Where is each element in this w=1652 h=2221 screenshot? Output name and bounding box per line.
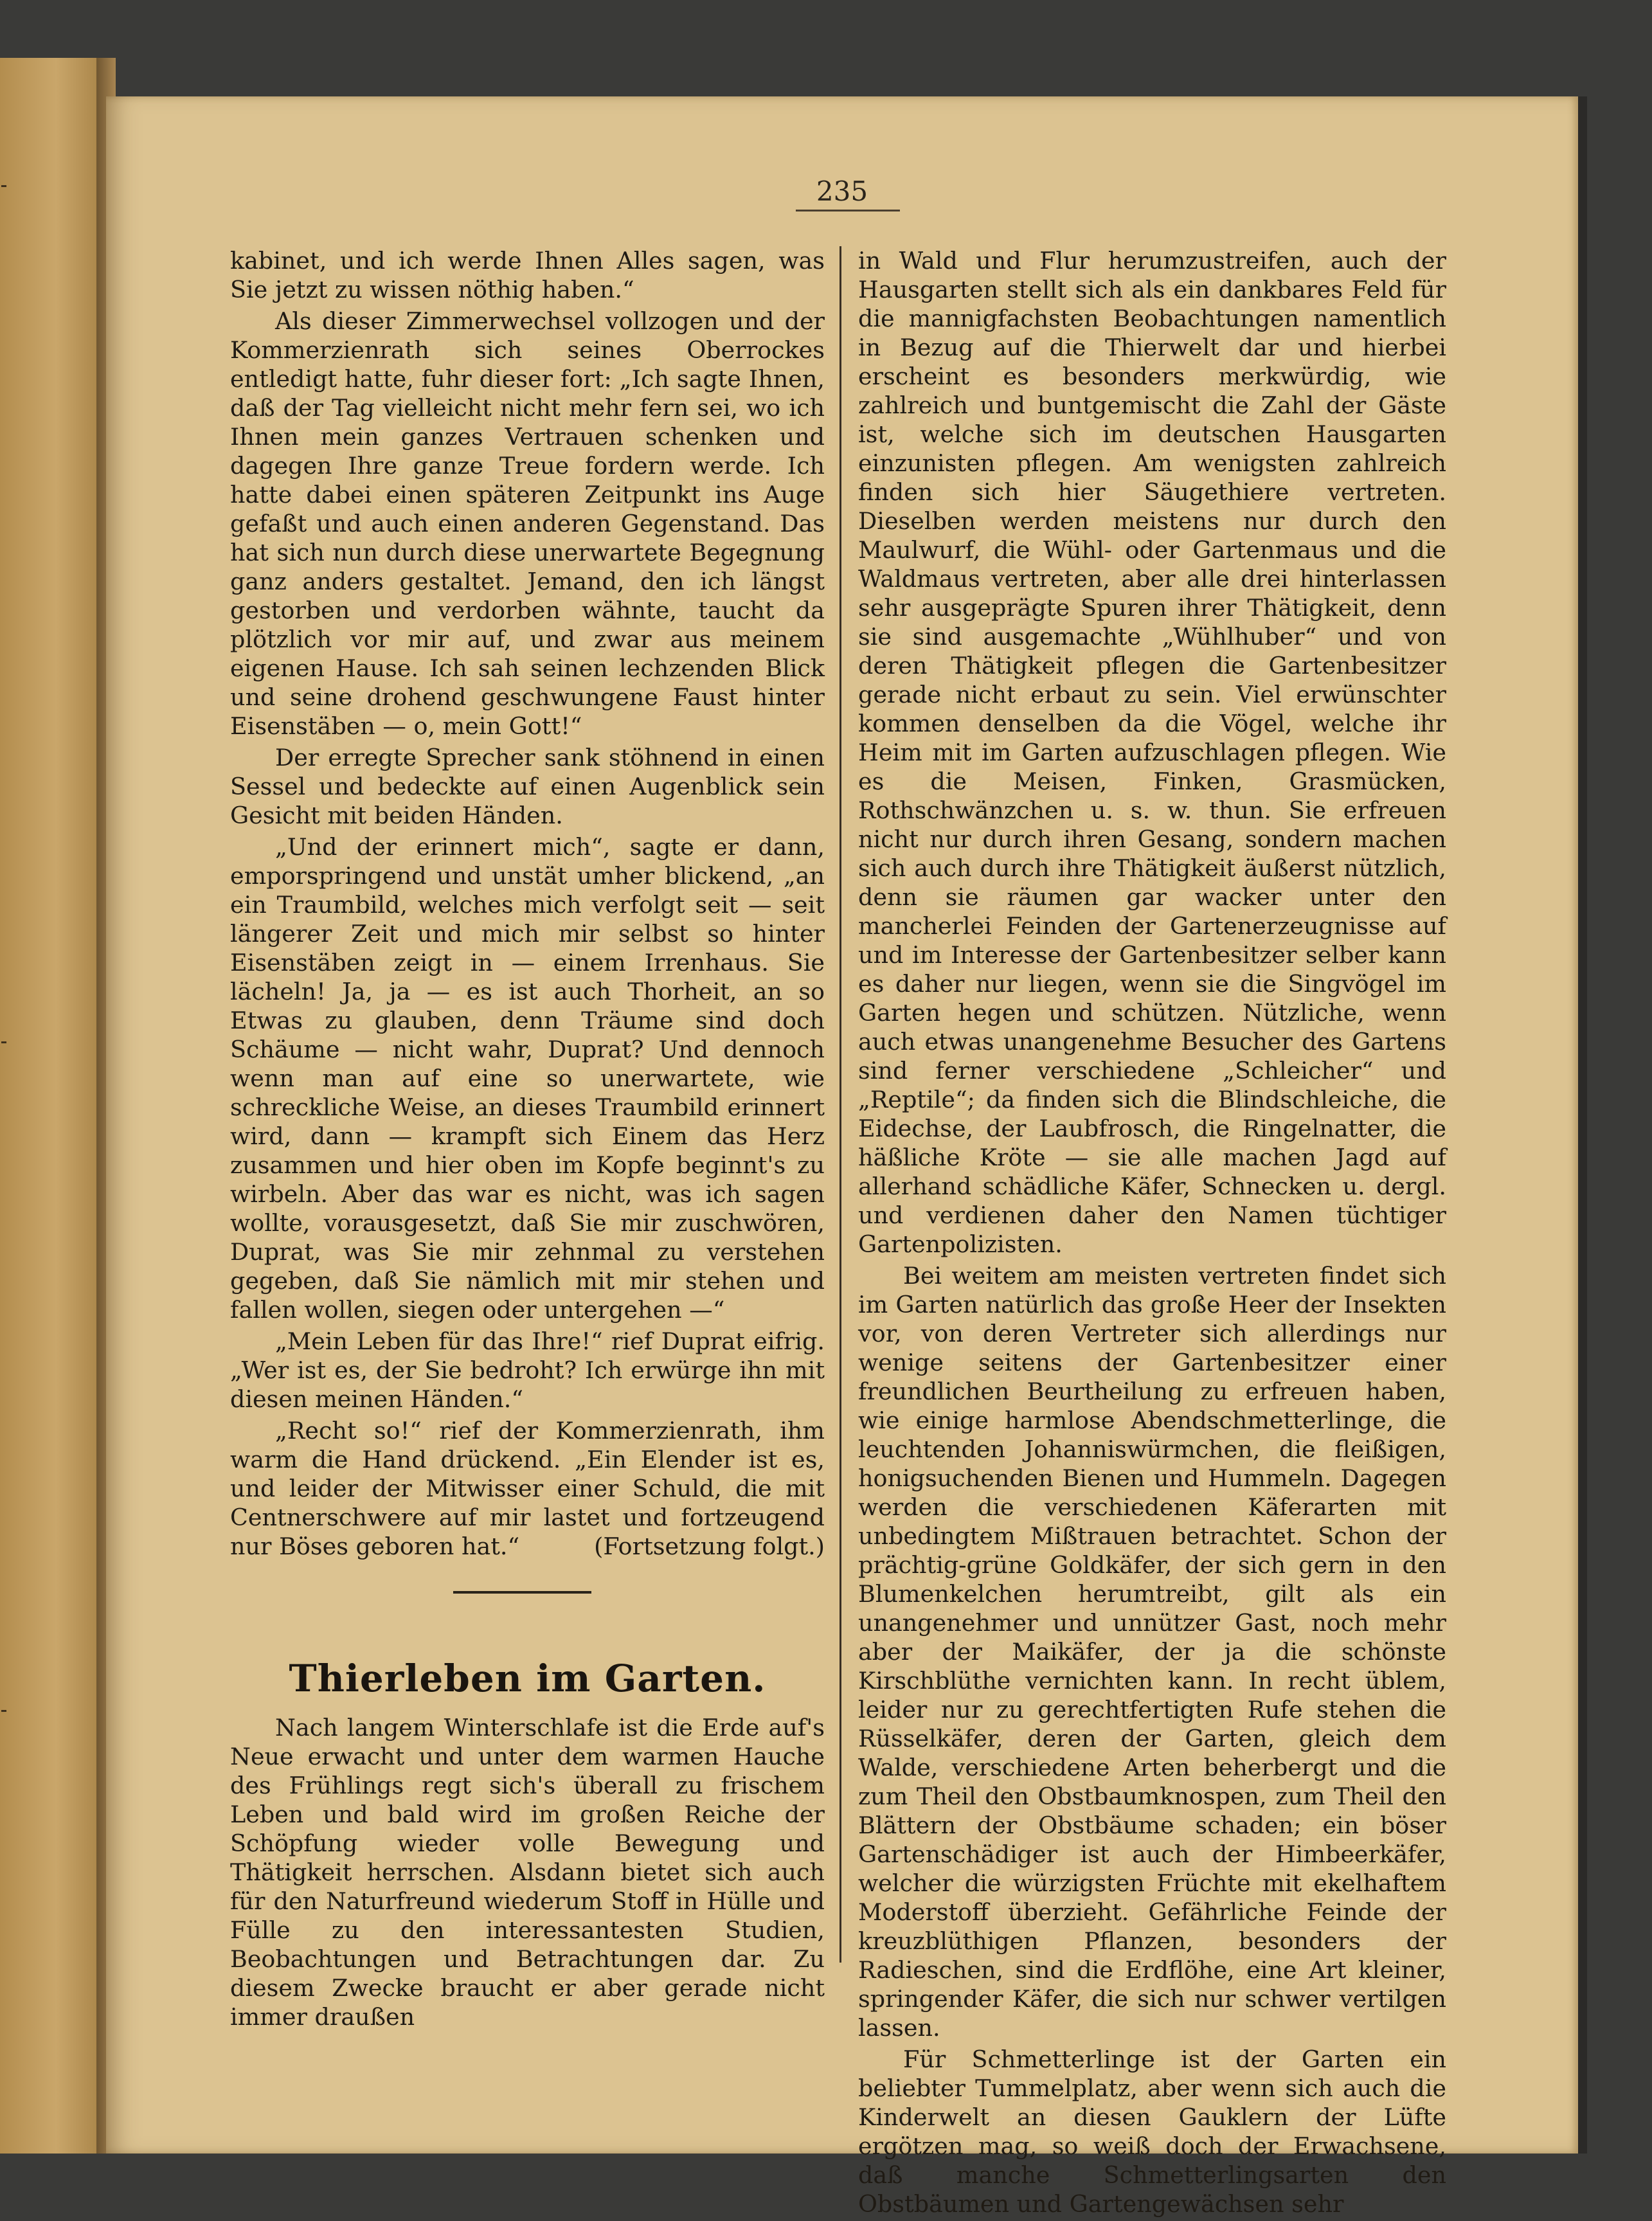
continuation-note: (Fortsetzung folgt.) xyxy=(594,1533,825,1560)
paragraph: Nach langem Winterschlafe ist die Erde auf's Neue erwacht und unter dem warmen Hauche des Frühlings regt sich's überall zu frischem Leben und bald wird im großen Reiche der Schöpfung wieder volle Bewegung und Thätigkeit herrschen. Alsdann bietet sich auch für den Naturfreund wiederum Stoff in Hülle und Fülle zu den interessantesten Studien, Beobachtungen und Betrachtungen dar. Zu diesem Zwecke braucht er aber gerade nicht immer draußen xyxy=(230,1714,825,2031)
paragraph: Bei weitem am meisten vertreten findet sich im Garten natürlich das große Heer der Insekten vor, von deren Vertreter sich allerdings nur wenige seitens der Gartenbesitzer einer freundlichen Beurtheilung zu erfreuen haben, wie einige harmlose Abendschmetterlinge, die leuchtenden Johanniswürmchen, die fleißigen, honigsuchenden Bienen und Hummeln. Dagegen werden die verschiedenen Käferarten mit unbedingtem Mißtrauen betrachtet. Schon der prächtig-grüne Goldkäfer, der sich gern in den Blumenkelchen herumtreibt, gilt als ein unangenehmer und unnützer Gast, noch mehr aber der Maikäfer, der ja die schönste Kirschblüthe vernichten kann. In recht üblem, leider nur zu gerechtfertigten Rufe stehen die Rüsselkäfer, deren der Garten, gleich dem Walde, verschiedene Arten beherbergt und die zum Theil den Obstbaumknospen, zum Theil den Blättern der Obstbäume schaden; ein böser Gartenschädiger ist auch der Himbeerkäfer, welcher die würzigsten Früchte mit ekelhaftem Moderstoff überzieht. Gefährliche Feinde der kreuzblüthigen Pflanzen, besonders der Radieschen, sind die Erdflöhe, eine Art kleiner, springender Käfer, die sich nur schwer vertilgen lassen. xyxy=(858,1262,1446,2042)
left-column-story xyxy=(230,246,825,1563)
paragraph xyxy=(230,1416,825,1561)
left-column-article xyxy=(230,1713,825,2034)
page-number: 235 xyxy=(816,175,868,207)
paragraph: kabinet, und ich werde Ihnen Alles sagen, was Sie jetzt zu wissen nöthig haben.“ xyxy=(230,247,825,303)
paragraph: „Mein Leben für das Ihre!“ rief Duprat eifrig. „Wer ist es, der Sie bedroht? Ich erwürge ihn mit diesen meinen Händen.“ xyxy=(230,1327,825,1413)
section-divider xyxy=(453,1591,591,1594)
paragraph: Für Schmetterlinge ist der Garten ein beliebter Tummelplatz, aber wenn sich auch die Kinderwelt an diesen Gauklern der Lüfte ergötzen mag, so weiß doch der Erwachsene, daß manche Schmetterlingsarten den Obstbäumen und Gartengewächsen sehr xyxy=(858,2046,1446,2218)
paragraph-text: „Recht so!“ rief der Kommerzienrath, ihm warm die Hand drückend. „Ein Elender ist es, und leider der Mitwisser einer Schuld, die mit Centnerschwere auf mir lastet und fortzeugend nur Böses geboren hat.“ xyxy=(230,1417,825,1560)
page-mark xyxy=(1,1710,6,1712)
article-title: Thierleben im Garten. xyxy=(289,1657,766,1700)
facing-page-edge xyxy=(0,58,102,2154)
paragraph: Der erregte Sprecher sank stöhnend in einen Sessel und bedeckte auf einen Augenblick sein Gesicht mit beiden Händen. xyxy=(230,744,825,829)
page-shadow-edge xyxy=(1578,96,1587,2154)
paragraph: „Und der erinnert mich“, sagte er dann, emporspringend und unstät umher blickend, „an ein Traumbild, welches mich verfolgt seit — seit längerer Zeit und mich mir selbst so hinter Eisenstäben zeigt in — einem Irrenhaus. Sie lächeln! Ja, ja — es ist auch Thorheit, an so Etwas zu glauben, denn Träume sind doch Schäume — nicht wahr, Duprat? Und dennoch wenn man auf eine so unerwartete, wie schreckliche Weise, an dieses Traumbild erinnert wird, dann — krampft sich Einem das Herz zusammen und hier oben im Kopfe beginnt's zu wirbeln. Aber das war es nicht, was ich sagen wollte, vorausgesetzt, daß Sie mir zuschwören, Duprat, was Sie mir zehnmal zu verstehen gegeben, daß Sie nämlich mit mir stehen und fallen wollen, siegen oder untergehen —“ xyxy=(230,833,825,1324)
page-mark xyxy=(1,185,6,187)
page-number-rule xyxy=(796,210,900,211)
right-column-article xyxy=(858,246,1446,2221)
paragraph: Als dieser Zimmerwechsel vollzogen und der Kommerzienrath sich seines Oberrockes entledigt hatte, fuhr dieser fort: „Ich sagte Ihnen, daß der Tag vielleicht nicht mehr fern sei, wo ich Ihnen mein ganzes Vertrauen schenken und dagegen Ihre ganze Treue fordern werde. Ich hatte dabei einen späteren Zeitpunkt ins Auge gefaßt und auch einen anderen Gegenstand. Das hat sich nun durch diese unerwartete Begegnung ganz anders gestaltet. Jemand, den ich längst gestorben und verdorben wähnte, taucht da plötzlich vor mir auf, und zwar aus meinem eigenen Hause. Ich sah seinen lechzenden Blick und seine drohend geschwungene Faust hinter Eisenstäben — o, mein Gott!“ xyxy=(230,307,825,740)
column-divider xyxy=(839,246,841,1963)
page-mark xyxy=(1,1041,6,1043)
paragraph: in Wald und Flur herumzustreifen, auch der Hausgarten stellt sich als ein dankbares Feld für die mannigfachsten Beobachtungen namentlich in Bezug auf die Thierwelt dar und hierbei erscheint es besonders merkwürdig, wie zahlreich und buntgemischt die Zahl der Gäste ist, welche sich im deutschen Hausgarten einzunisten pflegen. Am wenigsten zahlreich finden sich hier Säugethiere vertreten. Dieselben werden meistens nur durch den Maulwurf, die Wühl- oder Gartenmaus und die Waldmaus vertreten, aber alle drei hinterlassen sehr ausgeprägte Spuren ihrer Thätigkeit, denn sie sind ausgemachte „Wühlhuber“ und von deren Thätigkeit pflegen die Gartenbesitzer gerade nicht erbaut zu sein. Viel erwünschter kommen denselben da die Vögel, welche ihr Heim mit im Garten aufzuschlagen pflegen. Wie es die Meisen, Finken, Grasmücken, Rothschwänzchen u. s. w. thun. Sie erfreuen nicht nur durch ihren Gesang, sondern machen sich auch durch ihre Thätigkeit äußerst nützlich, denn sie räumen gar wacker unter den mancherlei Feinden der Gartenerzeugnisse auf und im Interesse der Gartenbesitzer selber kann es daher nur liegen, wenn sie die Singvögel im Garten hegen und schützen. Nützliche, wenn auch etwas unangenehme Besucher des Gartens sind ferner verschiedene „Schleicher“ und „Reptile“; da finden sich die Blindschleiche, die Eidechse, der Laubfrosch, die Ringelnatter, die häßliche Kröte — sie alle machen Jagd auf allerhand schädliche Käfer, Schnecken u. dergl. und verdienen daher den Namen tüchtiger Gartenpolizisten. xyxy=(858,247,1446,1258)
